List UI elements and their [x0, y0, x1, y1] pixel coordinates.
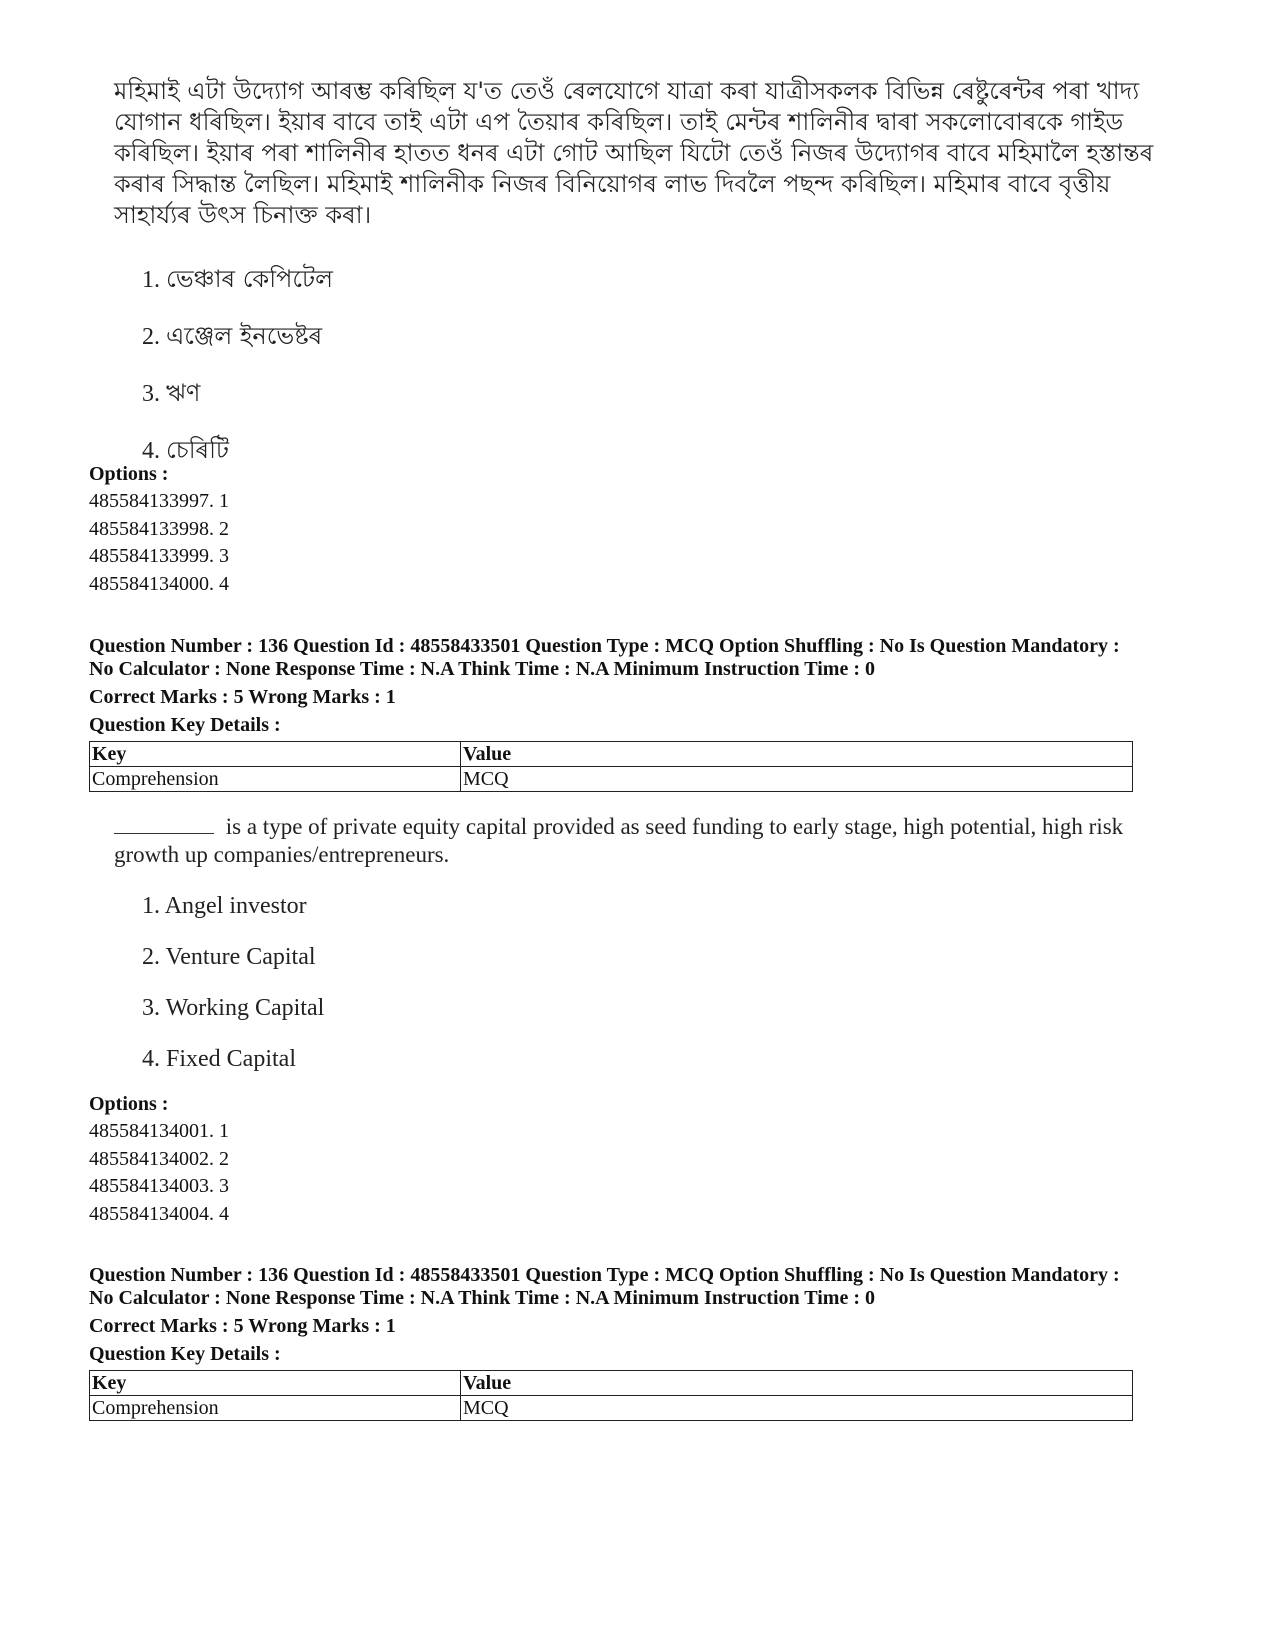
choice-list	[92, 881, 1154, 1085]
question-passage: মহিমাই এটা উদ্যোগ আৰম্ভ কৰিছিল য'ত তেওঁ ৰেলযোগে যাত্ৰা কৰা যাত্ৰীসকলক বিভিন্ন ৰেষ্টুৰেন্টৰ পৰা খাদ্য যোগান ধৰিছিল। ইয়াৰ বাবে তাই এটা এপ তৈয়াৰ কৰিছিল। তাই মেন্টৰ শালিনীৰ দ্বাৰা সকলোবোৰকে গাইড কৰিছিল। ইয়াৰ পৰা শালিনীৰ হাতত ধনৰ এটা গোট আছিল যিটো তেওঁ নিজৰ উদ্যোগৰ বাবে মহিমালৈ হস্তান্তৰ কৰাৰ সিদ্ধান্ত লৈছিল। মহিমাই শালিনীক নিজৰ বিনিয়োগৰ লাভ দিবলৈ পছন্দ কৰিছিল। মহিমাৰ বাবে বৃত্তীয় সাহাৰ্য্যৰ উৎস চিনাক্ত কৰা।	[114, 77, 1154, 229]
option-id: 485584134000. 4	[89, 572, 229, 595]
question-text: is a type of private equity capital provided as seed funding to early stage, high potential, high risk growth up companies/entrepreneurs.	[114, 814, 1124, 867]
question-meta-line2: No Calculator : None Response Time : N.A Think Time : N.A Minimum Instruction Time : 0	[89, 1287, 875, 1309]
choice-item: 4. চেৰিটি	[142, 436, 230, 464]
table-header-key: Key	[90, 742, 461, 767]
option-id: 485584134001. 1	[89, 1120, 229, 1142]
key-details-heading: Question Key Details :	[89, 714, 281, 736]
key-details-heading: Question Key Details :	[89, 1343, 281, 1365]
table-header-value: Value	[461, 742, 1133, 767]
question-meta-line1: Question Number : 136 Question Id : 48558433501 Question Type : MCQ Option Shuffling : No Is Question Mandatory :	[89, 1264, 1120, 1286]
choice-item: 3. ঋণ	[142, 379, 201, 407]
question-meta-line2: No Calculator : None Response Time : N.A Think Time : N.A Minimum Instruction Time : 0	[89, 658, 875, 680]
choice-item: 1. Angel investor	[142, 893, 307, 919]
choice-item: 4. Fixed Capital	[142, 1046, 296, 1072]
choice-list	[92, 251, 1154, 479]
table-header-value: Value	[461, 1371, 1133, 1396]
option-id: 485584133999. 3	[89, 545, 229, 567]
choice-item: 2. Venture Capital	[142, 944, 316, 970]
options-list	[89, 1118, 229, 1228]
table-header-key: Key	[90, 1371, 461, 1396]
option-id: 485584134004. 4	[89, 1202, 229, 1225]
option-id: 485584133998. 2	[89, 517, 229, 540]
options-list	[89, 488, 229, 598]
choice-item: 1. ভেঞ্চাৰ কেপিটেল	[142, 265, 333, 293]
options-heading: Options :	[89, 1093, 169, 1115]
key-details-table	[89, 741, 1133, 792]
options-heading: Options :	[89, 463, 169, 485]
choice-item: 3. Working Capital	[142, 995, 325, 1021]
option-id: 485584133997. 1	[89, 490, 229, 512]
key-details-table	[89, 1370, 1133, 1421]
table-cell-value: MCQ	[461, 1396, 1133, 1421]
answer-blank	[114, 815, 214, 834]
question-image-assamese	[92, 76, 1154, 479]
question-image-english	[92, 813, 1154, 1085]
question-block	[89, 1264, 1133, 1421]
marks-line: Correct Marks : 5 Wrong Marks : 1	[89, 686, 396, 708]
question-meta-line1: Question Number : 136 Question Id : 48558433501 Question Type : MCQ Option Shuffling : No Is Question Mandatory :	[89, 635, 1120, 657]
table-cell-key: Comprehension	[90, 767, 461, 792]
option-id: 485584134003. 3	[89, 1175, 229, 1197]
question-block	[89, 635, 1133, 792]
choice-item: 2. এঞ্জেল ইনভেষ্টৰ	[142, 322, 323, 350]
table-cell-value: MCQ	[461, 767, 1133, 792]
table-cell-key: Comprehension	[90, 1396, 461, 1421]
option-id: 485584134002. 2	[89, 1147, 229, 1170]
marks-line: Correct Marks : 5 Wrong Marks : 1	[89, 1315, 396, 1337]
